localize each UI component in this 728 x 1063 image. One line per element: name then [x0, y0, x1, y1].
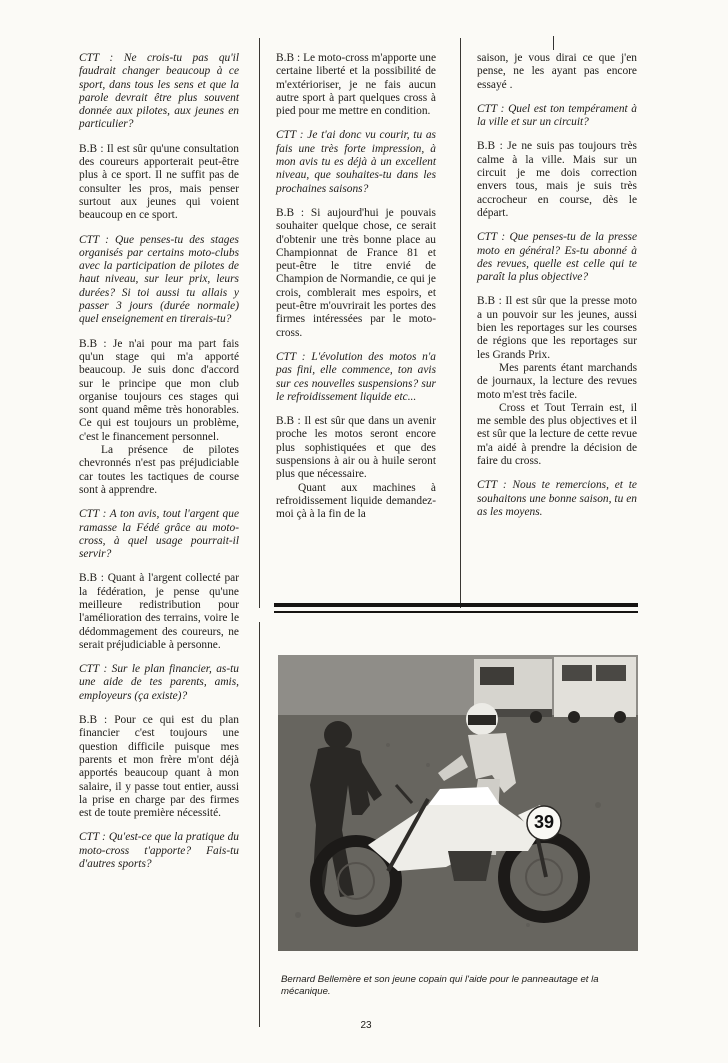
article-column-3 [477, 52, 637, 530]
interview-question: CTT : Je t'ai donc vu courir, tu as fais une très forte impression, à mon avis tu es déjà à un excellent niveau, que souhaites-tu dans les prochaines saisons? [276, 129, 436, 195]
motocross-photo [278, 655, 638, 951]
interview-answer: B.B : Le moto-cross m'apporte une certaine liberté et la possibilité de m'extérioriser, je ne fais aucun autre sport à part quelques cross à pied pour me mettre en condition. [276, 52, 436, 118]
interview-question: CTT : Sur le plan financier, as-tu une aide de tes parents, amis, employeurs (ça existe)? [79, 663, 239, 702]
page-number: 23 [360, 1020, 372, 1031]
section-rule-thin [274, 611, 638, 613]
interview-answer: B.B : Pour ce qui est du plan financier c'est toujours une question difficile puisque mes parents et mon frère m'ont déjà apportés beaucoup quant à mon salaire, il y passe tout entier, aussi la prise en charge par des firmes est de toute première nécessité. [79, 714, 239, 820]
article-column-2 [276, 52, 436, 533]
interview-question: CTT : Quel est ton tempérament à la ville et sur un circuit? [477, 102, 637, 129]
interview-answer: B.B : Si aujourd'hui je pouvais souhaiter quelque chose, ce serait d'obtenir une très bonne place au Championnat de France 81 et peut-être le titre envié de Champion de Normandie, ce qui je crois, comblerait mes espoirs, et peut-être m'ouvrirait les portes des firmes intéressées par le moto-cross. [276, 206, 436, 339]
column-divider-2 [460, 38, 461, 608]
section-rule-thick [274, 603, 638, 607]
interview-answer: saison, je vous dirai ce que j'en pense, ne les ayant pas encore essayé . [477, 52, 637, 91]
column-divider-1 [259, 38, 260, 608]
interview-question: CTT : Ne crois-tu pas qu'il faudrait changer beaucoup à ce sport, dans tous les sens et que la parole devrait être plus souvent donnée aux pilotes, aux jeunes en particulier? [79, 52, 239, 131]
motocross-photo-illustration [278, 655, 638, 951]
interview-answer: B.B : Il est sûr que dans un avenir proche les motos seront encore plus sophistiquées et que des suspensions à air ou à huile seront plus que nécessaire. [276, 415, 436, 481]
interview-question: CTT : Que penses-tu de la presse moto en général? Es-tu abonné à des revues, quelle est celle qui te paraît la plus objective? [477, 231, 637, 284]
interview-answer: Quant aux machines à refroidissement liquide demandez-moi çà à la fin de la [276, 481, 436, 521]
interview-question: CTT : Qu'est-ce que la pratique du moto-cross t'apporte? Fais-tu d'autres sports? [79, 831, 239, 871]
interview-answer: B.B : Il est sûr qu'une consultation des coureurs apporterait peut-être plus à ce sport. Il ne suffit pas de consulter les pros, mais penser surtout aux jeunes qui voient beaucoup en ce sport. [79, 142, 239, 222]
number-plate-label: 39 [533, 812, 555, 832]
column-divider-lower [259, 622, 260, 1027]
interview-answer: Mes parents étant marchands de journaux, la lecture des revues moto m'est très facile. [477, 361, 637, 401]
interview-question: CTT : Que penses-tu des stages organisés par certains moto-clubs avec la participation de pilotes de haut niveau, sur leur prix, leurs durées? Si toi aussi tu allais y passer 3 jours (durée normale) quel enseignement en tirerais-tu? [79, 233, 239, 326]
article-column-1 [79, 52, 239, 882]
interview-answer: La présence de pilotes chevronnés n'est pas préjudiciable car toutes les tactiques de course sont à apprendre. [79, 444, 239, 496]
interview-answer: B.B : Je n'ai pour ma part fais qu'un stage qui m'a apporté beaucoup. Je suis donc d'accord sur le principe que mon club organise toujours ces stages qui sont quand même très honorables. Ce qui est toujours un problème, c'est le financement personnel. [79, 337, 239, 443]
interview-answer: B.B : Il est sûr que la presse moto a un pouvoir sur les jeunes, aussi bien les reportages sur les courses de régions que les reportages sur les Grands Prix. [477, 295, 637, 361]
interview-question: CTT : A ton avis, tout l'argent que ramasse la Fédé grâce au moto-cross, à quel usage pourrait-il servir? [79, 508, 239, 561]
registration-mark [553, 36, 554, 50]
interview-answer: Cross et Tout Terrain est, il me semble des plus objectives et il est sûr que la lecture de cette revue m'a aidé à prendre la décision de faire du cross. [477, 401, 637, 468]
interview-answer: B.B : Je ne suis pas toujours très calme à la ville. Mais sur un circuit je me dois correction envers tous, mais je suis très accrocheur en course, dès le départ. [477, 140, 637, 219]
photo-caption: Bernard Bellemère et son jeune copain qui l'aide pour le panneautage et la mécanique. [281, 974, 599, 997]
interview-question: CTT : L'évolution des motos n'a pas fini, elle commence, ton avis sur ces nouvelles suspensions? sur le refroidissement liquide etc... [276, 350, 436, 403]
interview-question: CTT : Nous te remercions, et te souhaitons une bonne saison, tu en as les moyens. [477, 479, 637, 518]
interview-answer: B.B : Quant à l'argent collecté par la fédération, je pense qu'une meilleure redistribution pour l'amélioration des terrains, voire le dédommagement des coureurs, ne serait préjudiciable à personne. [79, 572, 239, 651]
